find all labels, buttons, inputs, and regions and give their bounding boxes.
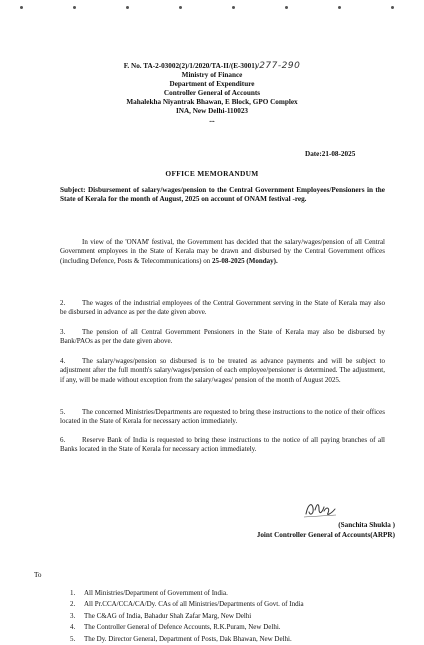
signatory-name: (Sanchita Shukla ) bbox=[338, 521, 395, 529]
paragraph-4 bbox=[60, 357, 385, 385]
item-number: 1. bbox=[70, 589, 76, 597]
file-number-line bbox=[0, 62, 424, 71]
item-text: The Controller General of Defence Accounts, R.K.Puram, New Delhi. bbox=[84, 623, 281, 632]
item-number: 5. bbox=[70, 634, 76, 643]
address-line-1: Mahalekha Niyantrak Bhawan, E Block, GPO Complex bbox=[126, 98, 298, 106]
department: Department of Expenditure bbox=[169, 80, 255, 88]
paragraph-text: The wages of the industrial employees of the Central Government serving in the State of Kerala may also be disbursed in advance as per the date given above. bbox=[60, 299, 385, 317]
paragraph-number: 2. bbox=[60, 299, 66, 307]
paragraph-number: 6. bbox=[60, 436, 66, 444]
paragraph-text: The pension of all Central Government Pensioners in the State of Kerala may also be disbursed by Bank/PAOs as per the date given above. bbox=[60, 328, 385, 346]
list-item bbox=[70, 588, 304, 599]
list-item bbox=[70, 622, 304, 633]
paragraph-3 bbox=[60, 328, 385, 347]
letterhead bbox=[0, 62, 424, 125]
recipient-list bbox=[70, 588, 304, 645]
scan-dot bbox=[232, 6, 235, 9]
item-number: 2. bbox=[70, 600, 76, 609]
paragraph-5 bbox=[60, 408, 385, 427]
scan-dot bbox=[73, 6, 76, 9]
scan-dot bbox=[126, 6, 129, 9]
list-item bbox=[70, 611, 304, 622]
scan-dot bbox=[391, 6, 394, 9]
scan-dot bbox=[20, 6, 23, 9]
paragraph-text: In view of the 'ONAM' festival, the Government has decided that the salary/wages/pension of all Central Government employees in the State of Kerala may be drawn and disbursed by the Central Government offices (including Defence, Posts & Telecommunications) on bbox=[60, 238, 385, 265]
scan-dot bbox=[285, 6, 288, 9]
list-item bbox=[70, 634, 304, 645]
paragraph-number: 5. bbox=[60, 408, 66, 416]
file-number: F. No. TA-2-03002(2)/1/2020/TA-II/(E-3001)/ bbox=[123, 62, 260, 70]
office: Controller General of Accounts bbox=[163, 89, 261, 97]
list-item bbox=[70, 599, 304, 610]
item-text: The C&AG of India, Bahadur Shah Zafar Marg, New Delhi bbox=[84, 611, 252, 620]
handwritten-number: 277-290 bbox=[259, 61, 301, 71]
paragraph-text: Reserve Bank of India is requested to bring these instructions to the notice of all paying branches of all Banks located in the State of Kerala for necessary action immediately. bbox=[60, 436, 385, 454]
item-number: 3. bbox=[70, 611, 76, 620]
signatory-designation: Joint Controller General of Accounts(ARPR) bbox=[256, 531, 395, 539]
separator: ... bbox=[209, 116, 215, 124]
ministry: Ministry of Finance bbox=[181, 71, 243, 79]
paragraph-text: The concerned Ministries/Departments are requested to bring these instructions to the notice of their offices located in the State of Kerala for necessary action immediately. bbox=[60, 408, 385, 426]
paragraph-number: 3. bbox=[60, 328, 66, 336]
item-text: All Ministries/Department of Government of India. bbox=[84, 589, 228, 597]
scan-dot bbox=[338, 6, 341, 9]
paragraph-1 bbox=[60, 238, 385, 266]
paragraph-number: 4. bbox=[60, 357, 66, 365]
address-line-2: INA, New Delhi-110023 bbox=[175, 107, 249, 115]
to-label: To bbox=[34, 571, 42, 579]
signature-mark bbox=[300, 498, 340, 520]
scan-dot bbox=[179, 6, 182, 9]
memo-title: OFFICE MEMORANDUM bbox=[165, 169, 259, 178]
item-text: The Dy. Director General, Department of Posts, Dak Bhawan, New Delhi. bbox=[84, 634, 292, 643]
paragraph-text: The salary/wages/pension so disbursed is to be treated as advance payments and will be subject to adjustment after the full month's salary/wages/pension of each employee/pensioner is determined. The adjustment, if any, will be made without exception from the salary/wages/ pension of the month of August 2025. bbox=[60, 357, 385, 384]
memo-date: Date:21-08-2025 bbox=[305, 150, 356, 158]
item-text: All Pr.CCA/CCA/CA/Dy. CAs of all Ministries/Departments of Govt. of India bbox=[84, 600, 304, 609]
memo-subject: Subject: Disbursement of salary/wages/pension to the Central Government Employees/Pensioners in the State of Kerala for the month of August, 2025 on account of ONAM festival -reg. bbox=[60, 186, 385, 204]
item-number: 4. bbox=[70, 623, 76, 632]
paragraph-2 bbox=[60, 299, 385, 318]
disbursement-date: 25-08-2025 (Monday). bbox=[212, 256, 278, 265]
paragraph-6 bbox=[60, 436, 385, 455]
